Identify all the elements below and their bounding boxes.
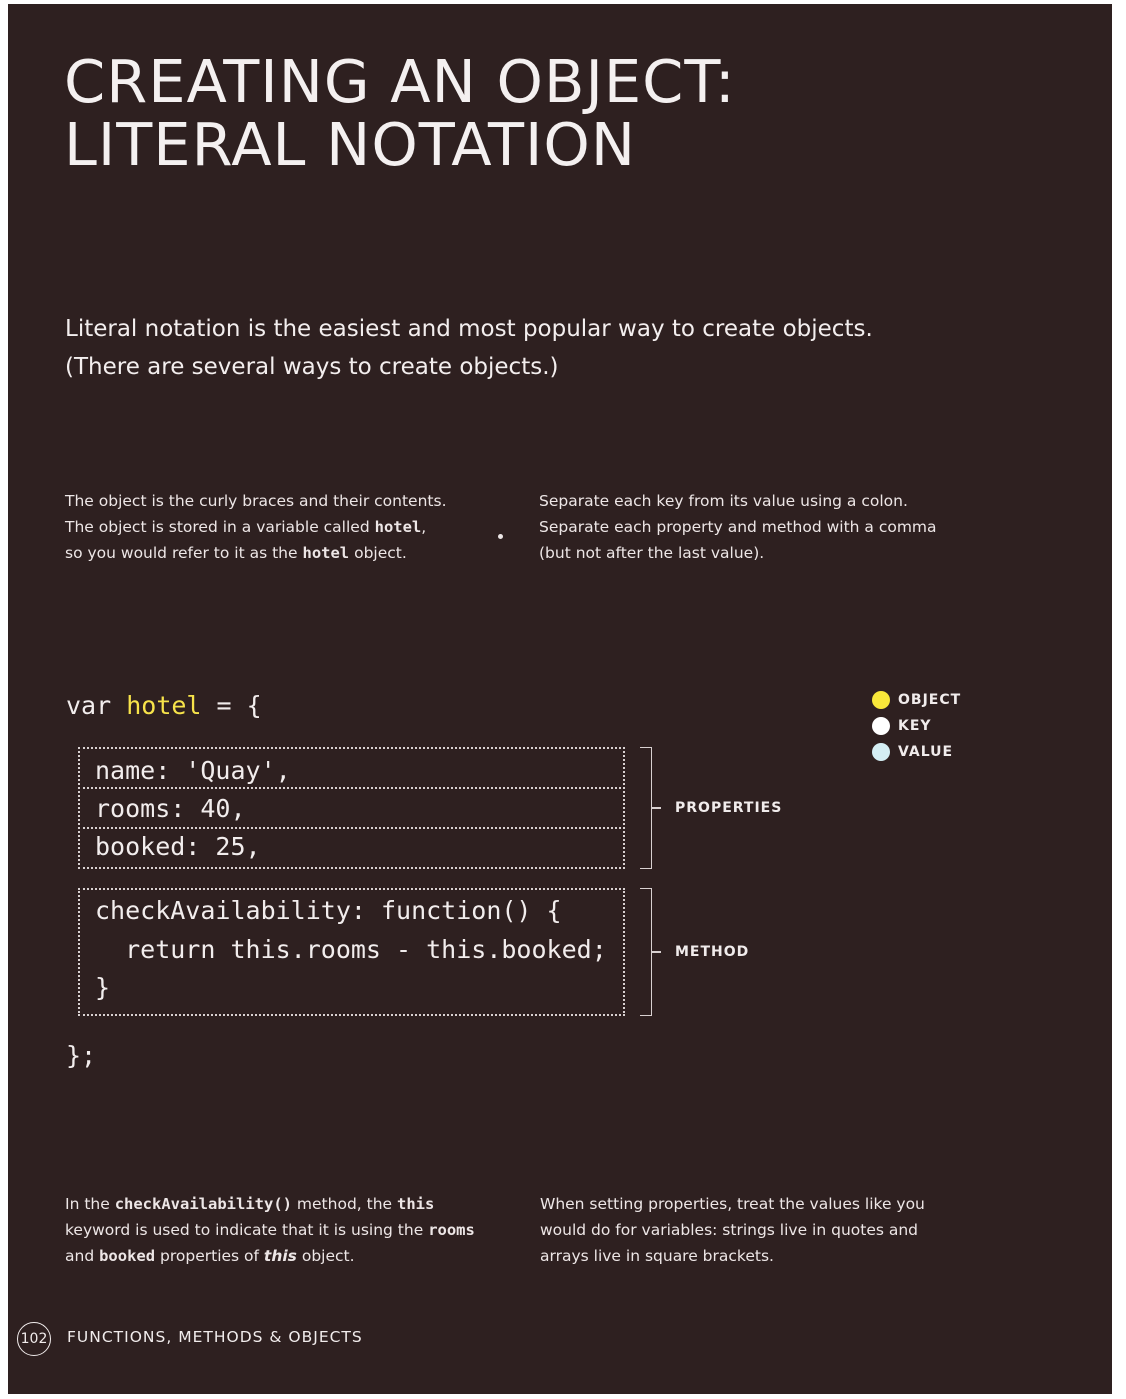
legend-item-object <box>872 690 961 710</box>
code-line-close: }; <box>66 1041 97 1070</box>
note-this-keyword <box>65 1191 475 1269</box>
properties-bracket <box>640 747 652 869</box>
code-property-booked: booked: 25, <box>95 832 261 861</box>
properties-bracket-tick <box>652 807 661 809</box>
legend-label: OBJECT <box>898 692 962 708</box>
intro-line-2: (There are several ways to create objects.) <box>65 354 559 380</box>
inline-code: this <box>397 1195 435 1213</box>
code-keyword: var <box>66 691 127 720</box>
note-text: keyword is used to indicate that it is using the <box>65 1221 429 1239</box>
note-text: In the <box>65 1195 115 1213</box>
method-label: METHOD <box>675 944 750 960</box>
note-text: method, the <box>292 1195 398 1213</box>
page-title-line-1: CREATING AN OBJECT: <box>64 47 736 116</box>
intro-line-1: Literal notation is the easiest and most popular way to create objects. <box>65 316 873 342</box>
legend-label: VALUE <box>898 744 954 760</box>
note-line <box>65 514 447 540</box>
legend-dot-icon <box>872 743 890 761</box>
code-line-open <box>66 691 262 721</box>
method-bracket <box>640 888 652 1016</box>
note-line: The object is the curly braces and their contents. <box>65 492 447 510</box>
note-text: properties of <box>155 1247 264 1265</box>
note-emphasis: this <box>263 1247 297 1265</box>
note-line <box>65 1217 475 1243</box>
intro-paragraph <box>65 310 873 386</box>
legend-item-value <box>872 742 953 762</box>
note-line <box>65 540 447 566</box>
note-text: , <box>421 518 427 536</box>
note-text: so you would refer to it as the <box>65 544 303 562</box>
code-property-rooms: rooms: 40, <box>95 794 246 823</box>
code-method-line-3: } <box>95 973 111 1002</box>
page-number: 102 <box>17 1322 51 1356</box>
page-title <box>64 47 736 179</box>
page-title-line-2: LITERAL NOTATION <box>64 110 637 179</box>
bullet-dot <box>498 534 503 539</box>
code-method-line-2: return this.rooms - this.booked; <box>95 935 607 964</box>
note-line: would do for variables: strings live in quotes and <box>540 1221 919 1239</box>
inline-code: booked <box>99 1247 156 1265</box>
inline-code: rooms <box>428 1221 475 1239</box>
code-punctuation: = { <box>201 691 262 720</box>
note-object-definition <box>65 488 447 566</box>
code-property-name: name: 'Quay', <box>95 756 291 785</box>
note-line: (but not after the last value). <box>539 544 765 562</box>
note-text: object. <box>349 544 407 562</box>
book-page <box>8 4 1112 1394</box>
inline-code: hotel <box>374 518 422 536</box>
note-text: object. <box>296 1247 355 1265</box>
inline-code: checkAvailability() <box>114 1195 292 1213</box>
code-object-name: hotel <box>126 691 202 720</box>
method-bracket-tick <box>652 951 661 953</box>
note-line: arrays live in square brackets. <box>540 1247 774 1265</box>
note-text: The object is stored in a variable called <box>65 518 375 536</box>
legend-item-key <box>872 716 932 736</box>
chapter-title: FUNCTIONS, METHODS & OBJECTS <box>67 1328 363 1346</box>
properties-label: PROPERTIES <box>675 800 783 816</box>
note-line <box>65 1243 475 1269</box>
note-line <box>65 1191 475 1217</box>
note-line: Separate each key from its value using a colon. <box>539 492 908 510</box>
legend-label: KEY <box>898 718 932 734</box>
note-property-values <box>540 1191 925 1269</box>
note-text: and <box>65 1247 100 1265</box>
note-line: Separate each property and method with a comma <box>539 518 937 536</box>
code-method-line-1: checkAvailability: function() { <box>95 896 562 925</box>
legend-dot-icon <box>872 717 890 735</box>
note-separators <box>539 488 937 566</box>
note-line: When setting properties, treat the values like you <box>540 1195 925 1213</box>
inline-code: hotel <box>302 544 350 562</box>
legend-dot-icon <box>872 691 890 709</box>
